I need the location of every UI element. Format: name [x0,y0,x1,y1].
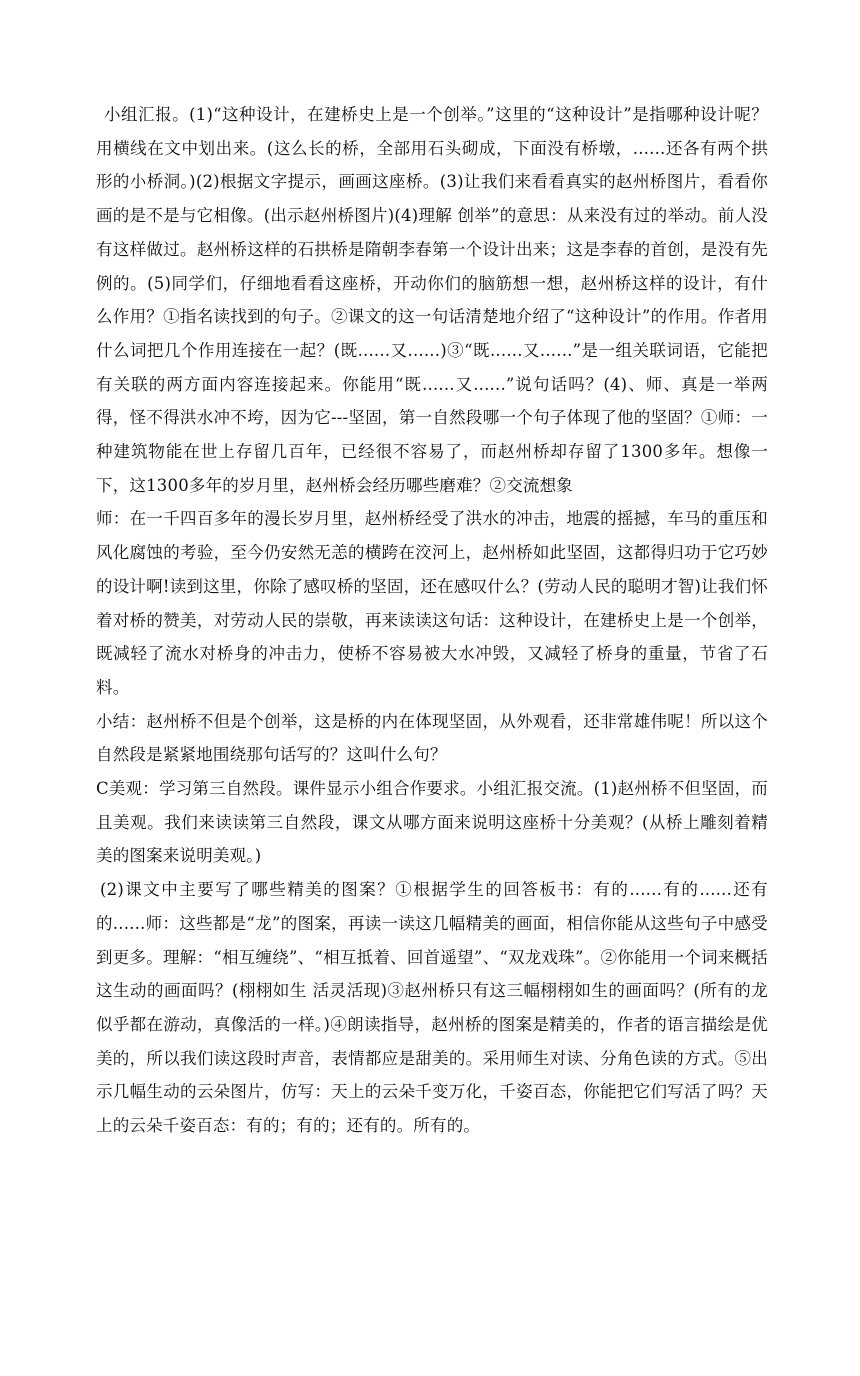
document-body [96,98,768,1143]
paragraph-summary: 小结：赵州桥不但是个创举，这是桥的内在体现坚固，从外观看，还非常雄伟呢！所以这个自然段是紧紧地围绕那句话写的？这叫什么句？ [96,711,768,765]
paragraph-group-report: 小组汇报。(1)“这种设计，在建桥史上是一个创举。”这里的“这种设计”是指哪种设计呢？用横线在文中划出来。(这么长的桥，全部用石头砌成，下面没有桥墩，......还各有两个拱形的小桥洞。)(2)根据文字提示，画画这座桥。(3)让我们来看看真实的赵州桥图片，看看你画的是不是与它相像。(出示赵州桥图片)(4)理解 创举”的意思：从来没有过的举动。前人没有这样做过。赵州桥这样的石拱桥是隋朝李春第一个设计出来；这是李春的首创，是没有先例的。(5)同学们，仔细地看看这座桥，开动你们的脑筋想一想，赵州桥这样的设计，有什么作用？①指名读找到的句子。②课文的这一句话清楚地介绍了“这种设计”的作用。作者用什么词把几个作用连接在一起？(既......又......)③“既......又......”是一组关联词语，它能把有关联的两方面内容连接起来。你能用“既......又......”说句话吗？(4)、师、真是一举两得，怪不得洪水冲不垮，因为它---坚固，第一自然段哪一个句子体现了他的坚固？①师：一种建筑物能在世上存留几百年，已经很不容易了，而赵州桥却存留了1300多年。想像一下，这1300多年的岁月里，赵州桥会经历哪些磨难？②交流想象 [96,105,768,495]
paragraph-beauty-section: C美观：学习第三自然段。课件显示小组合作要求。小组汇报交流。(1)赵州桥不但坚固，而且美观。我们来读读第三自然段，课文从哪方面来说明这座桥十分美观？(从桥上雕刻着精美的图案来说明美观。) [96,779,768,866]
paragraph-teacher-narration: 师：在一千四百多年的漫长岁月里，赵州桥经受了洪水的冲击，地震的摇撼，车马的重压和风化腐蚀的考验，至今仍安然无恙的横跨在洨河上，赵州桥如此坚固，这都得归功于它巧妙的设计啊!读到这里，你除了感叹桥的坚固，还在感叹什么？(劳动人民的聪明才智)让我们怀着对桥的赞美，对劳动人民的崇敬，再来读读这句话：这种设计，在建桥史上是一个创举，既减轻了流水对桥身的冲击力，使桥不容易被大水冲毁，又减轻了桥身的重量，节省了石料。 [96,509,768,697]
paragraph-patterns-discussion: (2)课文中主要写了哪些精美的图案？①根据学生的回答板书：有的......有的......还有的......师：这些都是“龙”的图案，再读一读这几幅精美的画面，相信你能从这些句子中感受到更多。理解：“相互缠绕”、“相互抵着、回首遥望”、“双龙戏珠”。②你能用一个词来概括这生动的画面吗？(栩栩如生 活灵活现)③赵州桥只有这三幅栩栩如生的画面吗？(所有的龙似乎都在游动，真像活的一样。)④朗读指导，赵州桥的图案是精美的，作者的语言描绘是优美的，所以我们读这段时声音，表情都应是甜美的。采用师生对读、分角色读的方式。⑤出示几幅生动的云朵图片，仿写：天上的云朵千变万化，千姿百态，你能把它们写活了吗？天上的云朵千姿百态：有的；有的；还有的。所有的。 [96,880,768,1136]
